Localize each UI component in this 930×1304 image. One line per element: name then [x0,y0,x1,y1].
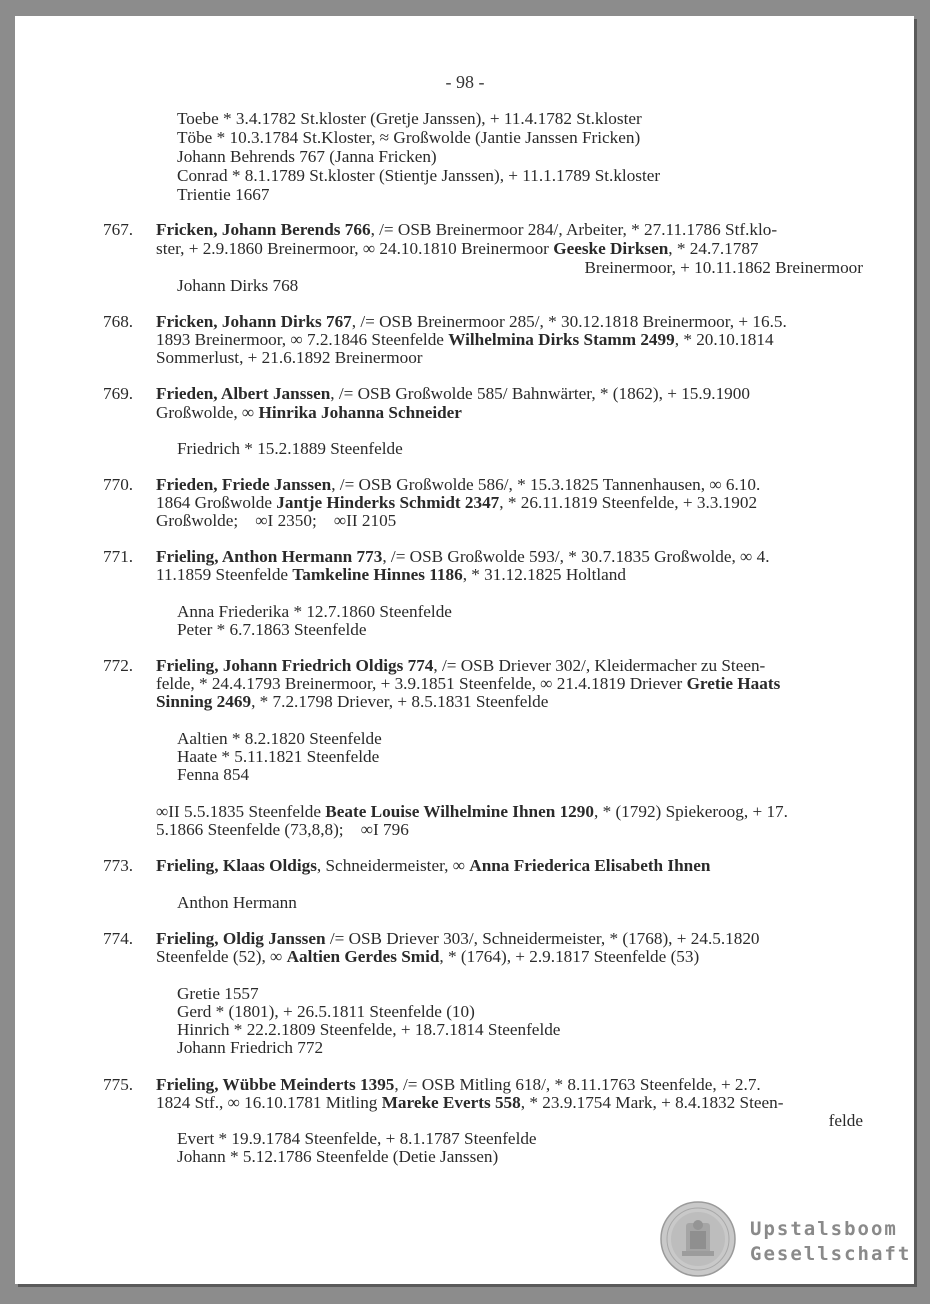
child-line: Gretie 1557 [177,984,259,1003]
entry-text [156,930,760,948]
entry-details: , /= OSB Driever 302/, Kleidermacher zu Steen- [433,656,766,675]
entry-text: felde [828,1111,863,1130]
entry-number: 767. [103,220,134,239]
entry-number: 772. [103,656,134,675]
child-line: Gerd * (1801), + 26.5.1811 Steenfelde (10) [177,1002,475,1021]
entry-details: /= OSB Driever 303/, Schneidermeister, * (1768), + 24.5.1820 [325,929,760,948]
spouse-name: Jantje Hinderks Schmidt 2347 [276,493,500,512]
entry-details: 1893 Breinermoor, ∞ 7.2.1846 Steenfelde [156,330,449,349]
entry-text [156,566,626,584]
child-line: Aaltien * 8.2.1820 Steenfelde [177,729,382,748]
entry-name: Frieden, Albert Janssen [156,384,331,403]
child-line: Anthon Hermann [177,893,297,912]
entry-text: Großwolde; ∞I 2350; ∞II 2105 [156,511,397,530]
child-line: Johann Behrends 767 (Janna Fricken) [177,147,437,166]
child-line: Johann Dirks 768 [177,276,299,295]
entry-name: Fricken, Johann Dirks 767 [156,312,352,331]
child-line: Anna Friederika * 12.7.1860 Steenfelde [177,602,452,621]
child-line: Fenna 854 [177,765,250,784]
entry-number: 769. [103,384,134,403]
entry-text [156,476,760,494]
entry-text [156,1076,761,1094]
entry-text [156,331,774,349]
child-line: Peter * 6.7.1863 Steenfelde [177,620,367,639]
child-line: Johann Friedrich 772 [177,1038,324,1057]
child-line: Töbe * 10.3.1784 St.Kloster, ≈ Großwolde (Jantie Janssen Fricken) [177,128,641,147]
entry-text [156,494,757,512]
entry-number: 770. [103,475,134,494]
entry-number: 771. [103,547,134,566]
entry-details: , * 26.11.1819 Steenfelde, + 3.3.1902 [499,493,758,512]
spouse-name: Tamkeline Hinnes 1186 [292,565,463,584]
spouse-name: Aaltien Gerdes Smid [286,947,440,966]
entry-text: Sommerlust, + 21.6.1892 Breinermoor [156,348,423,367]
spouse-name: Wilhelmina Dirks Stamm 2499 [448,330,675,349]
entry-name: Frieling, Johann Friedrich Oldigs 774 [156,656,434,675]
entry-details: , * 24.7.1787 [668,239,759,258]
entry-name: Frieling, Wübbe Meinderts 1395 [156,1075,395,1094]
entry-details: felde, * 24.4.1793 Breinermoor, + 3.9.1851 Steenfelde, ∞ 21.4.1819 Driever [156,674,687,693]
spouse-name: Geeske Dirksen [553,239,669,258]
entry-details: Steenfelde (52), ∞ [156,947,287,966]
society-name-line1: Upstalsboom [750,1218,898,1240]
entry-text [156,313,787,331]
spouse-name: Gretie Haats [686,674,781,693]
entry-name: Frieden, Friede Janssen [156,475,332,494]
entry-details: , * 7.2.1798 Driever, + 8.5.1831 Steenfelde [251,692,549,711]
society-name-line2: Gesellschaft [750,1243,912,1265]
entry-name: Fricken, Johann Berends 766 [156,220,371,239]
entry-text [156,803,788,821]
entry-text [156,221,777,239]
entry-number: 768. [103,312,134,331]
entry-text [156,385,750,403]
entry-details: 1824 Stf., ∞ 16.10.1781 Mitling [156,1093,382,1112]
entry-details: , * 23.9.1754 Mark, + 8.4.1832 Steen- [520,1093,784,1112]
child-line: Hinrich * 22.2.1809 Steenfelde, + 18.7.1814 Steenfelde [177,1020,561,1039]
entry-text [156,240,759,258]
child-line: Toebe * 3.4.1782 St.kloster (Gretje Janssen), + 11.4.1782 St.kloster [177,109,642,128]
child-line: Johann * 5.12.1786 Steenfelde (Detie Janssen) [177,1147,499,1166]
spouse-name: Hinrika Johanna Schneider [258,403,462,422]
entry-text [156,857,710,875]
entry-text [156,675,780,693]
entry-details: , * (1792) Spiekeroog, + 17. [593,802,788,821]
entry-text [156,548,770,566]
spouse-name: Mareke Everts 558 [381,1093,521,1112]
entry-details: , /= OSB Großwolde 586/, * 15.3.1825 Tannenhausen, ∞ 6.10. [331,475,761,494]
entry-details: , * 20.10.1814 [674,330,774,349]
entry-details: , /= OSB Mitling 618/, * 8.11.1763 Steenfelde, + 2.7. [394,1075,761,1094]
seal-logo-icon [660,1201,736,1277]
entry-text [156,404,462,422]
entry-details: , * 31.12.1825 Holtland [462,565,626,584]
child-line: Haate * 5.11.1821 Steenfelde [177,747,380,766]
child-line: Trientie 1667 [177,185,270,204]
child-line: Friedrich * 15.2.1889 Steenfelde [177,439,403,458]
entry-text [156,1094,783,1112]
entry-details: , /= OSB Breinermoor 285/, * 30.12.1818 Breinermoor, + 16.5. [351,312,787,331]
entry-details: , * (1764), + 2.9.1817 Steenfelde (53) [439,947,700,966]
child-line: Evert * 19.9.1784 Steenfelde, + 8.1.1787 Steenfelde [177,1129,537,1148]
entry-number: 774. [103,929,134,948]
entry-name: Frieling, Anthon Hermann 773 [156,547,383,566]
entry-details: ∞II 5.5.1835 Steenfelde [156,802,326,821]
entry-details: 11.1859 Steenfelde [156,565,293,584]
entry-details: , /= OSB Großwolde 593/, * 30.7.1835 Großwolde, ∞ 4. [382,547,770,566]
entry-number: 775. [103,1075,134,1094]
entry-text [156,693,548,711]
entry-details: 1864 Großwolde [156,493,277,512]
entry-number: 773. [103,856,134,875]
entry-details: , /= OSB Großwolde 585/ Bahnwärter, * (1862), + 15.9.1900 [330,384,750,403]
entry-details: , Schneidermeister, ∞ [316,856,470,875]
entry-text: Breinermoor, + 10.11.1862 Breinermoor [584,258,863,277]
entry-name: Frieling, Klaas Oldigs [156,856,317,875]
page-number: - 98 - [445,72,485,92]
entry-details: ster, + 2.9.1860 Breinermoor, ∞ 24.10.1810 Breinermoor [156,239,554,258]
entry-name: Frieling, Oldig Janssen [156,929,326,948]
entry-details: , /= OSB Breinermoor 284/, Arbeiter, * 27.11.1786 Stf.klo- [370,220,778,239]
spouse-name: Anna Friederica Elisabeth Ihnen [469,856,711,875]
spouse-name: Beate Louise Wilhelmine Ihnen 1290 [325,802,594,821]
entry-text [156,948,699,966]
entry-text [156,657,765,675]
entry-text: 5.1866 Steenfelde (73,8,8); ∞I 796 [156,820,409,839]
child-line: Conrad * 8.1.1789 St.kloster (Stientje Janssen), + 11.1.1789 St.kloster [177,166,661,185]
spouse-name: Sinning 2469 [156,692,252,711]
entry-details: Großwolde, ∞ [156,403,259,422]
